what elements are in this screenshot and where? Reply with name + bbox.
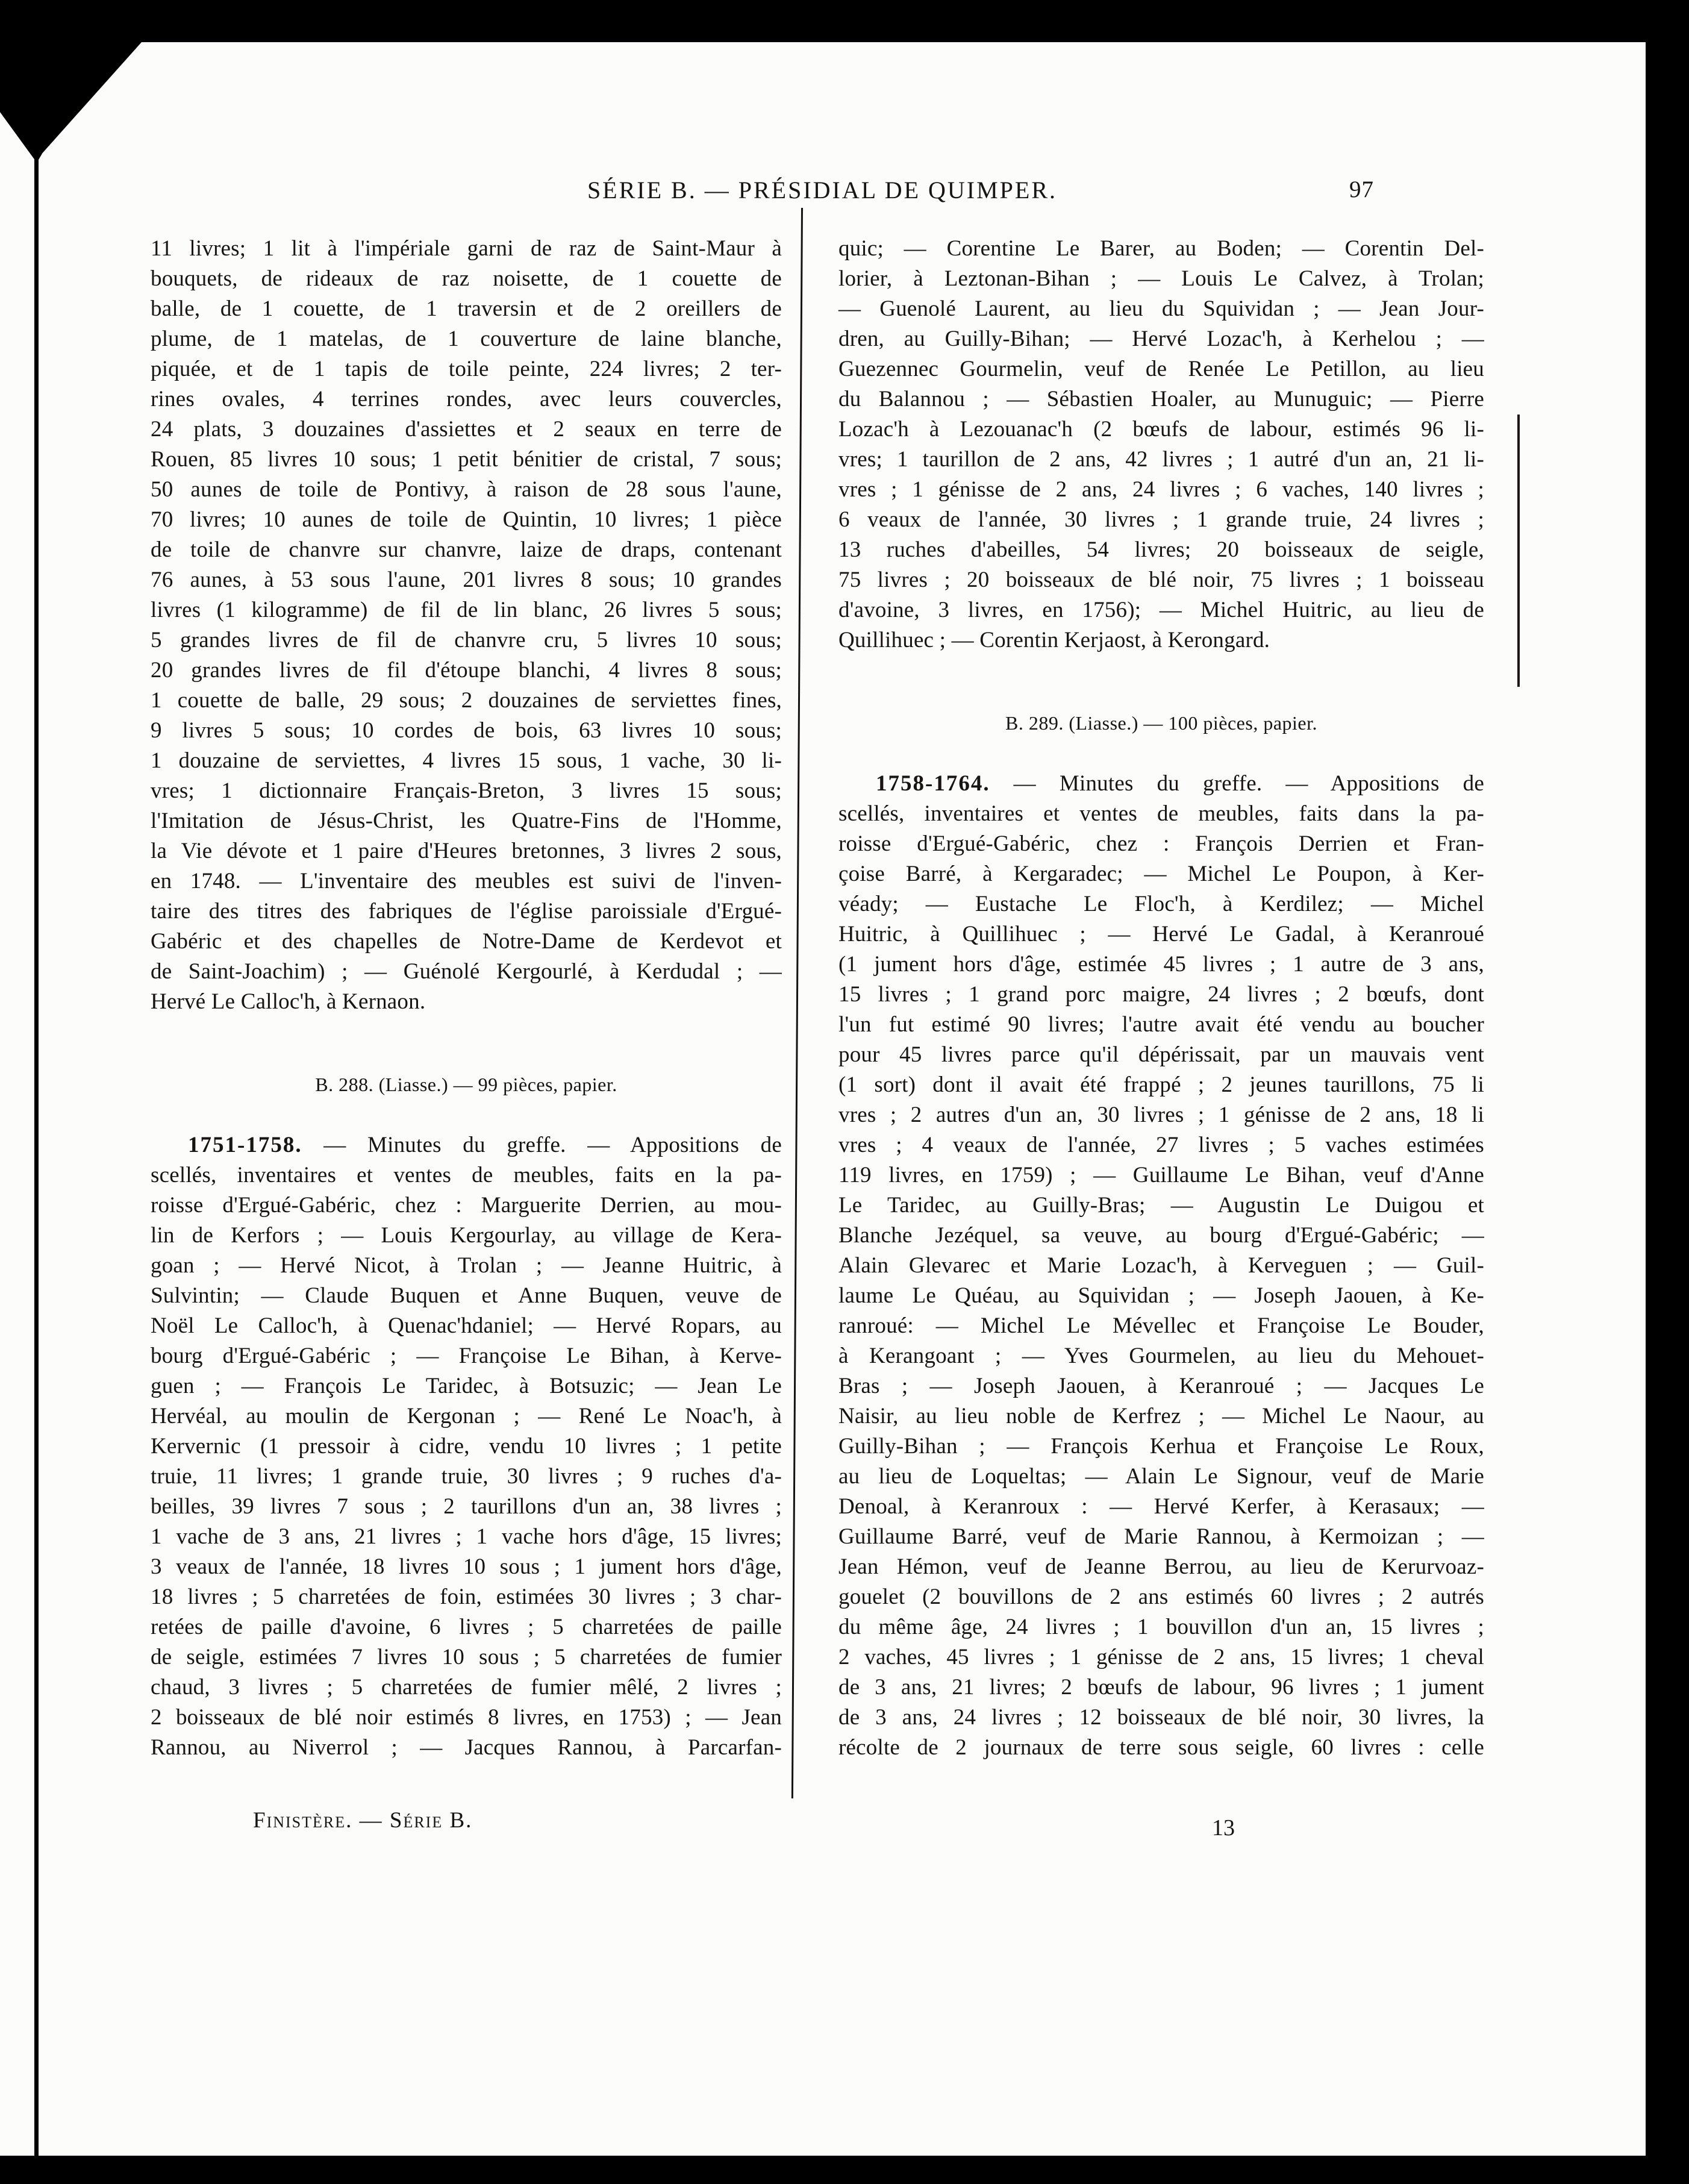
text-line: Guillaume Barré, veuf de Marie Rannou, à Kermoizan ; —: [838, 1524, 1484, 1549]
text-line: Lozac'h à Lezouanac'h (2 bœufs de labour, estimés 96 li-: [838, 417, 1484, 442]
text-line: du Balannou ; — Sébastien Hoaler, au Munuguic; — Pierre: [838, 387, 1484, 411]
text-line: 15 livres ; 1 grand porc maigre, 24 livres ; 2 bœufs, dont: [838, 982, 1484, 1007]
text-line: la Vie dévote et 1 paire d'Heures bretonnes, 3 livres 2 sous,: [151, 839, 782, 863]
text-line: Noël Le Calloc'h, à Quenac'hdaniel; — Hervé Ropars, au: [151, 1313, 782, 1338]
text-line: 2 boisseaux de blé noir estimés 8 livres, en 1753) ; — Jean: [151, 1705, 782, 1730]
text-line: roisse d'Ergué-Gabéric, chez : Marguerite Derrien, au mou-: [151, 1193, 782, 1218]
text-line: truie, 11 livres; 1 grande truie, 30 livres ; 9 ruches d'a-: [151, 1464, 782, 1489]
text-line: guen ; — François Le Taridec, à Botsuzic; — Jean Le: [151, 1374, 782, 1398]
text-line: Denoal, à Keranroux : — Hervé Kerfer, à Kerasaux; —: [838, 1494, 1484, 1519]
text-line: 18 livres ; 5 charretées de foin, estimées 30 livres ; 3 char-: [151, 1585, 782, 1609]
text-line: vres; 1 dictionnaire Français-Breton, 3 livres 15 sous;: [151, 778, 782, 803]
entry-paragraph: [151, 1130, 782, 1763]
text-line: 1 couette de balle, 29 sous; 2 douzaines de serviettes fines,: [151, 688, 782, 713]
footer-sheet-number: 13: [1212, 1815, 1235, 1841]
text-line: 2 vaches, 45 livres ; 1 génisse de 2 ans, 15 livres; 1 cheval: [838, 1645, 1484, 1669]
text-line: plume, de 1 matelas, de 1 couverture de laine blanche,: [151, 327, 782, 351]
text-line: Hervéal, au moulin de Kergonan ; — René Le Noac'h, à: [151, 1404, 782, 1428]
text-line: l'un fut estimé 90 livres; l'autre avait été vendu au boucher: [838, 1012, 1484, 1037]
text-line: du même âge, 24 livres ; 1 bouvillon d'un an, 15 livres ;: [838, 1615, 1484, 1639]
text-line: Rannou, au Niverrol ; — Jacques Rannou, à Parcarfan-: [151, 1735, 782, 1760]
text-line: Hervé Le Calloc'h, à Kernaon.: [151, 989, 426, 1014]
text-line: Naisir, au lieu noble de Kerfrez ; — Michel Le Naour, au: [838, 1404, 1484, 1428]
text-line: de seigle, estimées 7 livres 10 sous ; 5 charretées de fumier: [151, 1645, 782, 1669]
text-line: au lieu de Loqueltas; — Alain Le Signour, veuf de Marie: [838, 1464, 1484, 1489]
text-line: de Saint-Joachim) ; — Guénolé Kergourlé, à Kerdudal ; —: [151, 959, 782, 984]
text-line: pour 45 livres parce qu'il dépérissait, par un mauvais vent: [838, 1042, 1484, 1067]
text-line: beilles, 39 livres 7 sous ; 2 taurillons d'un an, 38 livres ;: [151, 1494, 782, 1519]
text-line: retées de paille d'avoine, 6 livres ; 5 charretées de paille: [151, 1615, 782, 1639]
text-line: quic; — Corentine Le Barer, au Boden; — Corentin Del-: [838, 236, 1484, 261]
text-line: 75 livres ; 20 boisseaux de blé noir, 75 livres ; 1 boisseau: [838, 568, 1484, 592]
text-line: chaud, 3 livres ; 5 charretées de fumier mêlé, 2 livres ;: [151, 1675, 782, 1700]
text-line: Quillihuec ; — Corentin Kerjaost, à Kerongard.: [838, 628, 1270, 652]
text-line: Guilly-Bihan ; — François Kerhua et Françoise Le Roux,: [838, 1434, 1484, 1459]
entry-date-lead: 1751-1758.: [188, 1133, 302, 1157]
footer-series-signature: Finistère. — Série B.: [253, 1808, 473, 1833]
text-line: roisse d'Ergué-Gabéric, chez : François Derrien et Fran-: [838, 831, 1484, 856]
text-line: gouelet (2 bouvillons de 2 ans estimés 60 livres ; 2 autrés: [838, 1585, 1484, 1609]
text-line: Bras ; — Joseph Jaouen, à Keranroué ; — Jacques Le: [838, 1374, 1484, 1398]
text-line: scellés, inventaires et ventes de meubles, faits en la pa-: [151, 1163, 782, 1187]
text-line: 76 aunes, à 53 sous l'aune, 201 livres 8 sous; 10 grandes: [151, 568, 782, 592]
text-line: vres; 1 taurillon de 2 ans, 42 livres ; 1 autré d'un an, 21 li-: [838, 447, 1484, 472]
text-line: scellés, inventaires et ventes de meubles, faits dans la pa-: [838, 801, 1484, 826]
scan-border-right: [1646, 0, 1689, 2184]
text-line: vres ; 4 veaux de l'année, 27 livres ; 5 vaches estimées: [838, 1133, 1484, 1157]
text-line: en 1748. — L'inventaire des meubles est suivi de l'inven-: [151, 869, 782, 893]
text-line: dren, au Guilly-Bihan; — Hervé Lozac'h, à Kerhelou ; —: [838, 327, 1484, 351]
body-paragraph: [151, 234, 782, 1017]
text-line: l'Imitation de Jésus-Christ, les Quatre-Fins de l'Homme,: [151, 809, 782, 833]
text-line: 119 livres, en 1759) ; — Guillaume Le Bihan, veuf d'Anne: [838, 1163, 1484, 1187]
entry-date-lead: 1758-1764.: [876, 771, 990, 796]
text-line: laume Le Quéau, au Squividan ; — Joseph Jaouen, à Ke-: [838, 1283, 1484, 1308]
text-line: 11 livres; 1 lit à l'impériale garni de raz de Saint-Maur à: [151, 236, 782, 261]
scan-fold-line: [34, 42, 39, 2156]
text-line: 1 douzaine de serviettes, 4 livres 15 sous, 1 vache, 30 li-: [151, 748, 782, 773]
right-text-column: [838, 234, 1484, 1763]
text-line: lorier, à Leztonan-Bihan ; — Louis Le Calvez, à Trolan;: [838, 266, 1484, 291]
scan-border-bottom: [0, 2156, 1689, 2184]
text-line: à Kerangoant ; — Yves Gourmelen, au lieu du Mehouet-: [838, 1344, 1484, 1368]
text-line: Kervernic (1 pressoir à cidre, vendu 10 livres ; 1 petite: [151, 1434, 782, 1459]
text-line: d'avoine, 3 livres, en 1756); — Michel Huitric, au lieu de: [838, 598, 1484, 622]
text-line: 50 aunes de toile de Pontivy, à raison de 28 sous l'aune,: [151, 477, 782, 502]
text-line: de toile de chanvre sur chanvre, laize de draps, contenant: [151, 537, 782, 562]
text-line: taire des titres des fabriques de l'église paroissiale d'Ergué-: [151, 899, 782, 924]
text-line: Alain Glevarec et Marie Lozac'h, à Kerveguen ; — Guil-: [838, 1253, 1484, 1278]
text-line: 70 livres; 10 aunes de toile de Quintin, 10 livres; 1 pièce: [151, 507, 782, 532]
text-line: (1 jument hors d'âge, estimée 45 livres ; 1 autre de 3 ans,: [838, 952, 1484, 977]
text-line: 5 grandes livres de fil de chanvre cru, 5 livres 10 sous;: [151, 628, 782, 652]
text-line: vres ; 1 génisse de 2 ans, 24 livres ; 6 vaches, 140 livres ;: [838, 477, 1484, 502]
text-line: 24 plats, 3 douzaines d'assiettes et 2 seaux en terre de: [151, 417, 782, 442]
text-line: Rouen, 85 livres 10 sous; 1 petit bénitier de cristal, 7 sous;: [151, 447, 782, 472]
text-line: ranroué: — Michel Le Mévellec et Françoise Le Bouder,: [838, 1313, 1484, 1338]
text-line: Huitric, à Quillihuec ; — Hervé Le Gadal, à Keranroué: [838, 922, 1484, 947]
text-line: çoise Barré, à Kergaradec; — Michel Le Poupon, à Ker-: [838, 862, 1484, 886]
text-line: Gabéric et des chapelles de Notre-Dame de Kerdevot et: [151, 929, 782, 954]
text-line: piquée, et de 1 tapis de toile peinte, 224 livres; 2 ter-: [151, 357, 782, 381]
text-line: de 3 ans, 24 livres ; 12 boisseaux de blé noir, 30 livres, la: [838, 1705, 1484, 1730]
text-line: Le Taridec, au Guilly-Bras; — Augustin Le Duigou et: [838, 1193, 1484, 1218]
text-line: 6 veaux de l'année, 30 livres ; 1 grande truie, 24 livres ;: [838, 507, 1484, 532]
text-line: Guezennec Gourmelin, veuf de Renée Le Petillon, au lieu: [838, 357, 1484, 381]
text-line: lin de Kerfors ; — Louis Kergourlay, au village de Kera-: [151, 1223, 782, 1248]
text-line: balle, de 1 couette, de 1 traversin et de 2 oreillers de: [151, 296, 782, 321]
scan-artifact-line: [1517, 415, 1520, 687]
entry-paragraph: [838, 769, 1484, 1763]
text-line: livres (1 kilogramme) de fil de lin blanc, 26 livres 5 sous;: [151, 598, 782, 622]
text-line: 13 ruches d'abeilles, 54 livres; 20 boisseaux de seigle,: [838, 537, 1484, 562]
scan-border-top: [0, 0, 1689, 42]
text-line: 1751-1758. — Minutes du greffe. — Appositions de: [188, 1133, 782, 1157]
text-line: rines ovales, 4 terrines rondes, avec leurs couvercles,: [151, 387, 782, 411]
text-line: bourg d'Ergué-Gabéric ; — Françoise Le Bihan, à Kerve-: [151, 1344, 782, 1368]
text-line: (1 sort) dont il avait été frappé ; 2 jeunes taurillons, 75 li: [838, 1072, 1484, 1097]
liasse-heading: B. 288. (Liasse.) — 99 pièces, papier.: [315, 1074, 617, 1095]
text-line: Jean Hémon, veuf de Jeanne Berrou, au lieu de Kerurvoaz-: [838, 1554, 1484, 1579]
text-line: Blanche Jezéquel, sa veuve, au bourg d'Ergué-Gabéric; —: [838, 1223, 1484, 1248]
text-line: goan ; — Hervé Nicot, à Trolan ; — Jeanne Huitric, à: [151, 1253, 782, 1278]
text-line: de 3 ans, 21 livres; 2 bœufs de labour, 96 livres ; 1 jument: [838, 1675, 1484, 1700]
text-line: 20 grandes livres de fil d'étoupe blanchi, 4 livres 8 sous;: [151, 658, 782, 683]
body-paragraph: [838, 234, 1484, 656]
text-line: véady; — Eustache Le Floc'h, à Kerdilez; — Michel: [838, 892, 1484, 916]
running-header-title: SÉRIE B. — PRÉSIDIAL DE QUIMPER.: [587, 177, 1058, 204]
liasse-heading: B. 289. (Liasse.) — 100 pièces, papier.: [1005, 712, 1318, 734]
text-line: 1758-1764. — Minutes du greffe. — Appositions de: [876, 771, 1484, 796]
text-line: 1 vache de 3 ans, 21 livres ; 1 vache hors d'âge, 15 livres;: [151, 1524, 782, 1549]
text-line: vres ; 2 autres d'un an, 30 livres ; 1 génisse de 2 ans, 18 li: [838, 1103, 1484, 1127]
text-line: 3 veaux de l'année, 18 livres 10 sous ; 1 jument hors d'âge,: [151, 1554, 782, 1579]
text-line: 9 livres 5 sous; 10 cordes de bois, 63 livres 10 sous;: [151, 718, 782, 743]
text-line: Sulvintin; — Claude Buquen et Anne Buquen, veuve de: [151, 1283, 782, 1308]
text-line: récolte de 2 journaux de terre sous seigle, 60 livres : celle: [838, 1735, 1484, 1760]
page-number: 97: [1349, 177, 1374, 202]
text-line: — Guenolé Laurent, au lieu du Squividan ; — Jean Jour-: [838, 296, 1484, 321]
left-text-column: [151, 234, 782, 1763]
text-line: bouquets, de rideaux de raz noisette, de 1 couette de: [151, 266, 782, 291]
